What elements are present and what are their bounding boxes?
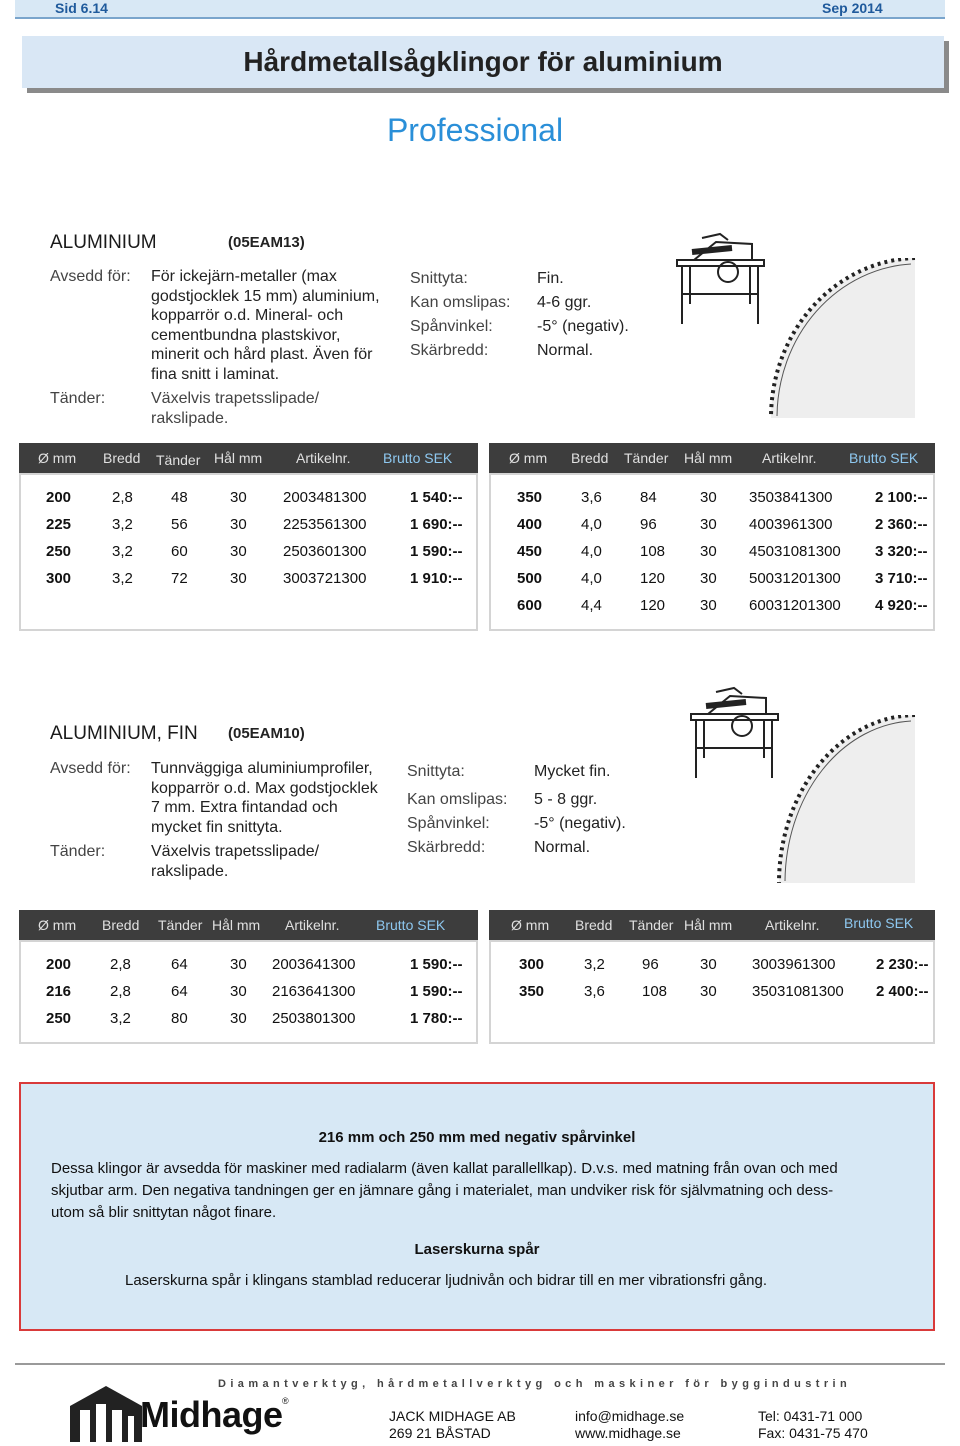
table-cell: 56: [171, 516, 188, 533]
table-cell: 350: [519, 983, 545, 1000]
section1-tander-text: Växelvis trapetsslipade/ rakslipade.: [151, 390, 320, 427]
table-cell: 1 590:--: [410, 956, 463, 973]
table-cell: 600: [517, 597, 543, 614]
table-cell: 1 590:--: [410, 543, 463, 560]
table-cell: 3,2: [110, 1010, 131, 1027]
table-cell: 30: [700, 597, 717, 614]
table-cell: 300: [46, 570, 72, 587]
info-heading-negative-angle: 216 mm och 250 mm med negativ spårvinkel: [318, 1129, 636, 1146]
header-date: Sep 2014: [822, 0, 883, 16]
section1-code: (05EAM13): [228, 234, 305, 251]
company-address: 269 21 BÅSTAD: [389, 1425, 491, 1441]
midhage-logo: [66, 1384, 296, 1444]
table-cell: 200: [46, 489, 72, 506]
table-cell: 2503601300: [283, 543, 367, 560]
table-cell: 3,2: [112, 570, 133, 587]
table-cell: 3,2: [584, 956, 605, 973]
table-cell: 30: [230, 983, 247, 1000]
title-box: [22, 36, 944, 88]
section1-tander-label: Tänder:: [50, 390, 106, 407]
saw-table-illustration: [672, 232, 772, 327]
header-rule: [15, 17, 945, 19]
header-bar: [15, 0, 945, 17]
section2-spec-labels: Snittyta: Kan omslipas: Spånvinkel: Skärbredd:: [407, 763, 508, 856]
section2-code: (05EAM10): [228, 725, 305, 742]
brand-name: Midhage: [140, 1394, 283, 1435]
table-cell: 1 690:--: [410, 516, 463, 533]
section1-avsedd-label: Avsedd för:: [50, 268, 131, 285]
table-cell: 2503801300: [272, 1010, 356, 1027]
table-cell: 3,2: [112, 516, 133, 533]
table-cell: 3 710:--: [875, 570, 928, 587]
section2-tander-text: Växelvis trapetsslipade/ rakslipade.: [151, 843, 320, 880]
section2-tander-label: Tänder:: [50, 843, 106, 860]
table-cell: 3,6: [584, 983, 605, 1000]
logo-mark-icon: [66, 1384, 146, 1444]
table-cell: 350: [517, 489, 543, 506]
info-paragraph-negative-angle: Dessa klingor är avsedda för maskiner med radialarm (även kallat parallellkap). D.v.s. med matning från ovan och med skjutbar arm. Den negativa tandningen ger en jämnare gång i materialet, man undviker risk för självmatning och dess- utom så blir snittytan något finare.: [51, 1160, 838, 1221]
table-cell: 60031201300: [749, 597, 841, 614]
table-cell: 4,4: [581, 597, 602, 614]
table-cell: 30: [230, 956, 247, 973]
info-heading-laser: Laserskurna spår: [414, 1241, 540, 1258]
section1-name: ALUMINIUM: [50, 232, 157, 253]
table-cell: 84: [640, 489, 657, 506]
page-number: Sid 6.14: [55, 0, 108, 16]
info-box: [19, 1082, 935, 1331]
section2-spec-values: Mycket fin. 5 - 8 ggr. -5° (negativ). Normal.: [534, 763, 626, 856]
table-cell: 2 400:--: [876, 983, 929, 1000]
table-cell: 1 540:--: [410, 489, 463, 506]
table-cell: 2,8: [110, 956, 131, 973]
table-cell: 450: [517, 543, 543, 560]
section2-avsedd-label: Avsedd för:: [50, 760, 131, 777]
table-cell: 120: [640, 597, 666, 614]
table-cell: 500: [517, 570, 543, 587]
table-cell: 60: [171, 543, 188, 560]
table-cell: 108: [640, 543, 666, 560]
table-cell: 50031201300: [749, 570, 841, 587]
table-cell: 1 910:--: [410, 570, 463, 587]
table-cell: 200: [46, 956, 72, 973]
saw-table-illustration: [686, 686, 786, 781]
table-cell: 48: [171, 489, 188, 506]
company-name: JACK MIDHAGE AB: [389, 1408, 516, 1424]
table-cell: 3003721300: [283, 570, 367, 587]
table-cell: 250: [46, 543, 72, 560]
registered-icon: ®: [282, 1396, 289, 1406]
table-cell: 4,0: [581, 543, 602, 560]
table-cell: 2 360:--: [875, 516, 928, 533]
section1-avsedd-text: För ickejärn-metaller (max godstjocklek 15 mm) aluminium, kopparrör o.d. Mineral- och cementbundna plastskivor, minerit och hård plast. Även för fina snitt i laminat.: [151, 268, 380, 383]
saw-blade-illustration: [775, 715, 917, 885]
table-cell: 2 100:--: [875, 489, 928, 506]
table-cell: 300: [519, 956, 545, 973]
table-cell: 2163641300: [272, 983, 356, 1000]
table-cell: 4,0: [581, 570, 602, 587]
table-cell: 30: [700, 956, 717, 973]
table-cell: 30: [700, 983, 717, 1000]
table-cell: 250: [46, 1010, 72, 1027]
table-cell: 80: [171, 1010, 188, 1027]
table-cell: 30: [700, 516, 717, 533]
table-cell: 1 780:--: [410, 1010, 463, 1027]
table-cell: 30: [230, 516, 247, 533]
table-cell: 96: [640, 516, 657, 533]
page-title: Hårdmetallsågklingor för aluminium: [243, 46, 723, 77]
info-paragraph-laser: Laserskurna spår i klingans stamblad reducerar ljudnivån och bidrar till en mer vibrationsfri gång.: [125, 1272, 767, 1289]
table-cell: 30: [700, 570, 717, 587]
table-cell: 30: [230, 1010, 247, 1027]
table-cell: 108: [642, 983, 668, 1000]
table-cell: 3003961300: [752, 956, 836, 973]
table-cell: 1 590:--: [410, 983, 463, 1000]
section2-name: ALUMINIUM, FIN: [50, 723, 198, 744]
table2-left-header: Ø mm Bredd Tänder Hål mm Artikelnr. Brutto SEK: [19, 910, 478, 940]
table-cell: 3503841300: [749, 489, 833, 506]
table-cell: 2253561300: [283, 516, 367, 533]
table-cell: 216: [46, 983, 72, 1000]
table-cell: 3 320:--: [875, 543, 928, 560]
company-fax: Fax: 0431-75 470: [758, 1425, 868, 1441]
table-cell: 64: [171, 956, 188, 973]
company-website[interactable]: www.midhage.se: [575, 1425, 681, 1441]
table-cell: 4003961300: [749, 516, 833, 533]
table-cell: 35031081300: [752, 983, 844, 1000]
table-cell: 72: [171, 570, 188, 587]
table-cell: 96: [642, 956, 659, 973]
section1-spec-values: Fin. 4-6 ggr. -5° (negativ). Normal.: [537, 270, 629, 359]
table-cell: 2,8: [110, 983, 131, 1000]
table-cell: 30: [230, 543, 247, 560]
table-cell: 30: [230, 489, 247, 506]
section1-spec-labels: Snittyta: Kan omslipas: Spånvinkel: Skärbredd:: [410, 270, 511, 359]
table1-right-header: Ø mm Bredd Tänder Hål mm Artikelnr. Brutto SEK: [489, 443, 935, 473]
table-cell: 4,0: [581, 516, 602, 533]
section2-avsedd-text: Tunnväggiga aluminiumprofiler, kopparrör o.d. Max godstjocklek 7 mm. Extra fintandad och mycket fin snittyta.: [151, 760, 378, 836]
footer-tagline: Diamantverktyg, hårdmetallverktyg och maskiner för byggindustrin: [218, 1378, 852, 1390]
table-cell: 2,8: [112, 489, 133, 506]
table-cell: 30: [230, 570, 247, 587]
table-cell: 2003641300: [272, 956, 356, 973]
saw-blade-illustration: [765, 258, 917, 421]
page-subtitle: Professional: [386, 112, 564, 148]
table-cell: 120: [640, 570, 666, 587]
company-phone: Tel: 0431-71 000: [758, 1408, 863, 1424]
footer-rule: [15, 1363, 945, 1365]
table-cell: 4 920:--: [875, 597, 928, 614]
table-cell: 30: [700, 543, 717, 560]
table-cell: 2 230:--: [876, 956, 929, 973]
table-cell: 225: [46, 516, 72, 533]
table-cell: 3,6: [581, 489, 602, 506]
table-cell: 2003481300: [283, 489, 367, 506]
table-cell: 400: [517, 516, 543, 533]
table2-right-header: Ø mm Bredd Tänder Hål mm Artikelnr. Brutto SEK: [489, 910, 935, 940]
table-cell: 3,2: [112, 543, 133, 560]
company-email[interactable]: info@midhage.se: [575, 1408, 685, 1424]
table-cell: 30: [700, 489, 717, 506]
table1-left-header: Ø mm Bredd Tänder Hål mm Artikelnr. Brutto SEK: [19, 443, 478, 473]
table-cell: 64: [171, 983, 188, 1000]
table-cell: 45031081300: [749, 543, 841, 560]
